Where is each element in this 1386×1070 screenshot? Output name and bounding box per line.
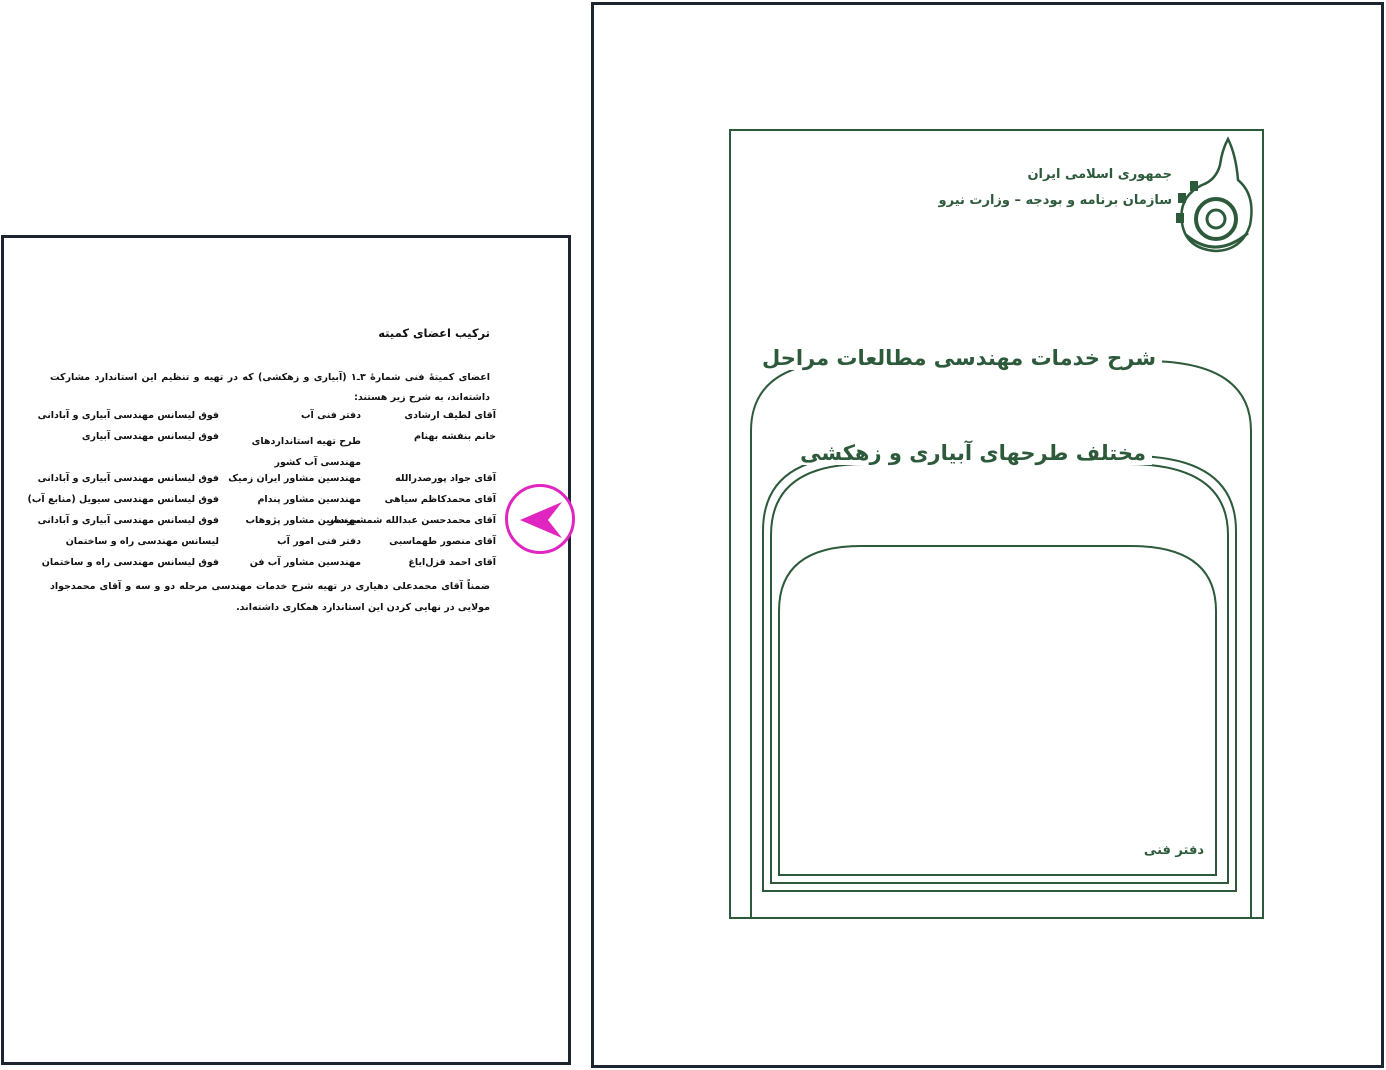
member-org: دفتر فنی آب: [300, 410, 361, 421]
member-org: طرح تهیه استانداردهای مهندسی آب کشور: [251, 436, 361, 468]
member-name: آقای احمد قزل‌ایاغ: [408, 557, 496, 568]
member-org: مهندسین مشاور آب فن: [249, 557, 361, 568]
committee-intro: اعضای کمیتهٔ فنی شمارهٔ ۳ـ۱ (آبیاری و زهکشی) که در تهیه و تنظیم این استاندارد مشارکت داشته‌اند، به شرح زیر هستند:: [50, 372, 490, 403]
cover-header-orgs: سازمان برنامه و بودجه – وزارت نیرو: [938, 193, 1172, 208]
member-org: مهندسین مشاور پندام: [257, 494, 361, 505]
member-name: آقای جواد پورصدرالله: [395, 473, 496, 484]
member-org: دفتر فنی امور آب: [277, 536, 361, 547]
committee-title: ترکیب اعضای کمیته: [378, 326, 490, 340]
member-row: [37, 473, 496, 494]
chevron-left-icon: [518, 499, 564, 541]
member-row: [64, 536, 496, 557]
cover-title-line2: مختلف طرحهای آبیاری و زهکشی: [794, 441, 1152, 465]
member-row: [27, 494, 496, 515]
cover-frame: [729, 129, 1264, 919]
member-org: مهندسین مشاور ایران زمیک: [228, 473, 361, 484]
member-degree: فوق لیسانس مهندسی آبیاری و آبادانی: [37, 515, 219, 526]
member-name: آقای محمدحسن عبدالله شمشیرساز: [328, 515, 496, 526]
member-name: آقای منصور طهماسبی: [389, 536, 496, 547]
member-row: [64, 431, 496, 473]
member-row: [37, 410, 496, 431]
member-name: آقای محمدکاظم سیاهی: [384, 494, 496, 505]
left-page: [1, 235, 571, 1065]
cover-header-country: جمهوری اسلامی ایران: [1027, 167, 1172, 182]
previous-page-button[interactable]: [505, 484, 575, 554]
committee-footer-note: ضمناً آقای محمدعلی دهیاری در تهیه شرح خدمات مهندسی مرحله دو و سه و آقای محمدجواد مولایی در نهایی کردن این استاندارد همکاری داشته‌اند.: [50, 581, 490, 613]
member-org: مهندسین مشاور پژوهاب: [245, 515, 361, 526]
cover-title-line1: شرح خدمات مهندسی مطالعات مراحل: [756, 346, 1162, 370]
standard-engineering-logo-icon: [1176, 135, 1256, 253]
member-row: [37, 515, 496, 536]
member-degree: فوق لیسانس مهندسی آبیاری و آبادانی: [37, 410, 219, 421]
member-degree: فوق لیسانس مهندسی آبیاری و آبادانی: [37, 473, 219, 484]
right-page-cover: [591, 2, 1384, 1068]
member-degree: لیسانس مهندسی راه و ساختمان: [65, 536, 219, 547]
members-list: [27, 410, 496, 578]
member-degree: فوق لیسانس مهندسی راه و ساختمان: [41, 557, 219, 568]
member-degree: فوق لیسانس مهندسی سیویل (منابع آب): [27, 494, 219, 505]
member-name: آقای لطیف ارشادی: [404, 410, 496, 421]
cover-office-label: دفتر فنی: [1143, 843, 1204, 858]
member-name: خانم بنفشه بهنام: [413, 431, 496, 442]
member-degree: فوق لیسانس مهندسی آبیاری: [81, 431, 219, 442]
member-row: [41, 557, 496, 578]
